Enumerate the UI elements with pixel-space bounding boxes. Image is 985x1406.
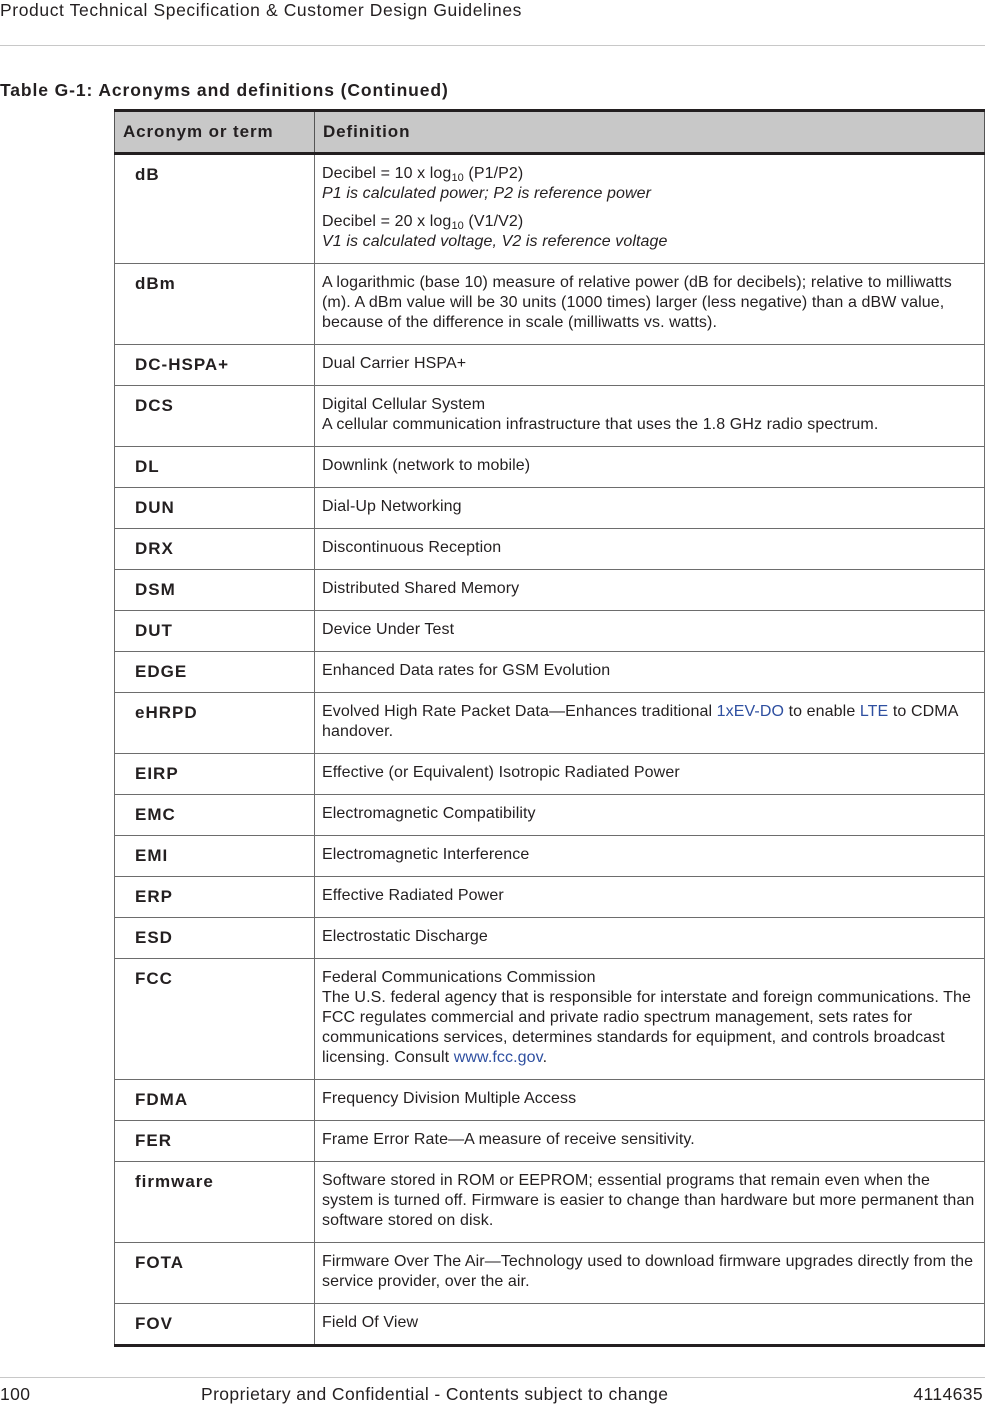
table-row <box>115 836 985 877</box>
table-row <box>115 1304 985 1346</box>
table-row <box>115 1243 985 1304</box>
term-cell: DRX <box>115 529 315 570</box>
subscript: 10 <box>451 172 464 184</box>
term-cell: FOV <box>115 1304 315 1346</box>
link-1xev-do[interactable]: 1xEV-DO <box>716 703 785 720</box>
column-header-definition: Definition <box>315 111 985 154</box>
definition-cell: Distributed Shared Memory <box>315 570 985 611</box>
table-row <box>115 488 985 529</box>
table-row <box>115 1080 985 1121</box>
definition-note: V1 is calculated voltage, V2 is reference voltage <box>322 233 668 250</box>
running-header: Product Technical Specification & Customer Design Guidelines <box>0 0 523 20</box>
table-row <box>115 1162 985 1243</box>
header-rule <box>0 45 985 46</box>
table-row <box>115 693 985 754</box>
table-row <box>115 795 985 836</box>
table-header-row <box>115 111 985 154</box>
column-header-term: Acronym or term <box>115 111 315 154</box>
definition-cell: Field Of View <box>315 1304 985 1346</box>
term-cell: ERP <box>115 877 315 918</box>
definition-cell: Electromagnetic Compatibility <box>315 795 985 836</box>
term-cell: DCS <box>115 386 315 447</box>
subscript: 10 <box>451 220 464 232</box>
definition-cell: A logarithmic (base 10) measure of relative power (dB for decibels); relative to milliwatts (m). A dBm value will be 30 units (1000 times) larger (less negative) than a dBW value, because of the difference in scale (milliwatts vs. watts). <box>315 264 985 345</box>
term-cell: DSM <box>115 570 315 611</box>
definition-cell <box>315 959 985 1080</box>
definition-cell <box>315 154 985 264</box>
acronyms-table <box>114 109 985 1347</box>
definition-cell <box>315 693 985 754</box>
table-row <box>115 877 985 918</box>
term-cell: firmware <box>115 1162 315 1243</box>
table-row <box>115 611 985 652</box>
table-row <box>115 959 985 1080</box>
definition-text: Digital Cellular System <box>322 396 486 413</box>
term-cell: eHRPD <box>115 693 315 754</box>
definition-text: to CDMA handover. <box>322 703 958 740</box>
definition-text: Decibel = 20 x log <box>322 213 452 230</box>
document-number: 4114635 <box>913 1384 983 1404</box>
term-cell: EIRP <box>115 754 315 795</box>
definition-cell: Downlink (network to mobile) <box>315 447 985 488</box>
term-cell: DL <box>115 447 315 488</box>
term-cell: DUT <box>115 611 315 652</box>
table-row <box>115 918 985 959</box>
table-row <box>115 570 985 611</box>
definition-cell <box>315 386 985 447</box>
definition-cell: Dial-Up Networking <box>315 488 985 529</box>
definition-text: Federal Communications Commission <box>322 969 596 986</box>
definition-cell: Firmware Over The Air—Technology used to download firmware upgrades directly from the service provider, over the air. <box>315 1243 985 1304</box>
table-row <box>115 1121 985 1162</box>
definition-cell: Software stored in ROM or EEPROM; essential programs that remain even when the system is turned off. Firmware is easier to change than hardware but more permanent than software stored on disk. <box>315 1162 985 1243</box>
definition-cell: Device Under Test <box>315 611 985 652</box>
page-footer <box>0 1384 985 1404</box>
term-cell: FOTA <box>115 1243 315 1304</box>
definition-text: (V1/V2) <box>463 213 524 230</box>
confidentiality-notice: Proprietary and Confidential - Contents subject to change <box>201 1384 669 1404</box>
definition-cell: Discontinuous Reception <box>315 529 985 570</box>
definition-text: . <box>542 1049 548 1066</box>
table-caption: Table G-1: Acronyms and definitions (Continued) <box>0 80 449 100</box>
page-number: 100 <box>0 1384 31 1404</box>
definition-cell: Enhanced Data rates for GSM Evolution <box>315 652 985 693</box>
definition-text: Decibel = 10 x log <box>322 165 452 182</box>
term-cell: DC-HSPA+ <box>115 345 315 386</box>
definition-cell: Electrostatic Discharge <box>315 918 985 959</box>
definition-cell: Effective Radiated Power <box>315 877 985 918</box>
definition-note: P1 is calculated power; P2 is reference power <box>322 185 652 202</box>
term-cell: FCC <box>115 959 315 1080</box>
term-cell: dBm <box>115 264 315 345</box>
definition-text: (P1/P2) <box>463 165 524 182</box>
table-row <box>115 529 985 570</box>
table-row <box>115 447 985 488</box>
table-row <box>115 154 985 264</box>
definition-text: Evolved High Rate Packet Data—Enhances traditional <box>322 703 717 720</box>
link-lte[interactable]: LTE <box>859 703 889 720</box>
table-row <box>115 386 985 447</box>
term-cell: ESD <box>115 918 315 959</box>
term-cell: FER <box>115 1121 315 1162</box>
definition-cell: Dual Carrier HSPA+ <box>315 345 985 386</box>
footer-rule <box>0 1377 985 1378</box>
definition-cell: Electromagnetic Interference <box>315 836 985 877</box>
definition-cell: Frequency Division Multiple Access <box>315 1080 985 1121</box>
table-row <box>115 345 985 386</box>
table-row <box>115 652 985 693</box>
term-cell: EMI <box>115 836 315 877</box>
definition-cell: Frame Error Rate—A measure of receive sensitivity. <box>315 1121 985 1162</box>
table-row <box>115 264 985 345</box>
definition-cell: Effective (or Equivalent) Isotropic Radiated Power <box>315 754 985 795</box>
term-cell: DUN <box>115 488 315 529</box>
link-fcc-website[interactable]: www.fcc.gov <box>453 1049 543 1066</box>
table-row <box>115 754 985 795</box>
term-cell: EDGE <box>115 652 315 693</box>
definition-text: The U.S. federal agency that is responsible for interstate and foreign communications. The FCC regulates commercial and private radio spectrum management, sets rates for communications services, determines standards for equipment, and controls broadcast licensing. Consult <box>322 989 972 1066</box>
term-cell: FDMA <box>115 1080 315 1121</box>
term-cell: EMC <box>115 795 315 836</box>
definition-text: A cellular communication infrastructure that uses the 1.8 GHz radio spectrum. <box>322 416 879 433</box>
term-cell: dB <box>115 154 315 264</box>
definition-text: to enable <box>784 703 860 720</box>
